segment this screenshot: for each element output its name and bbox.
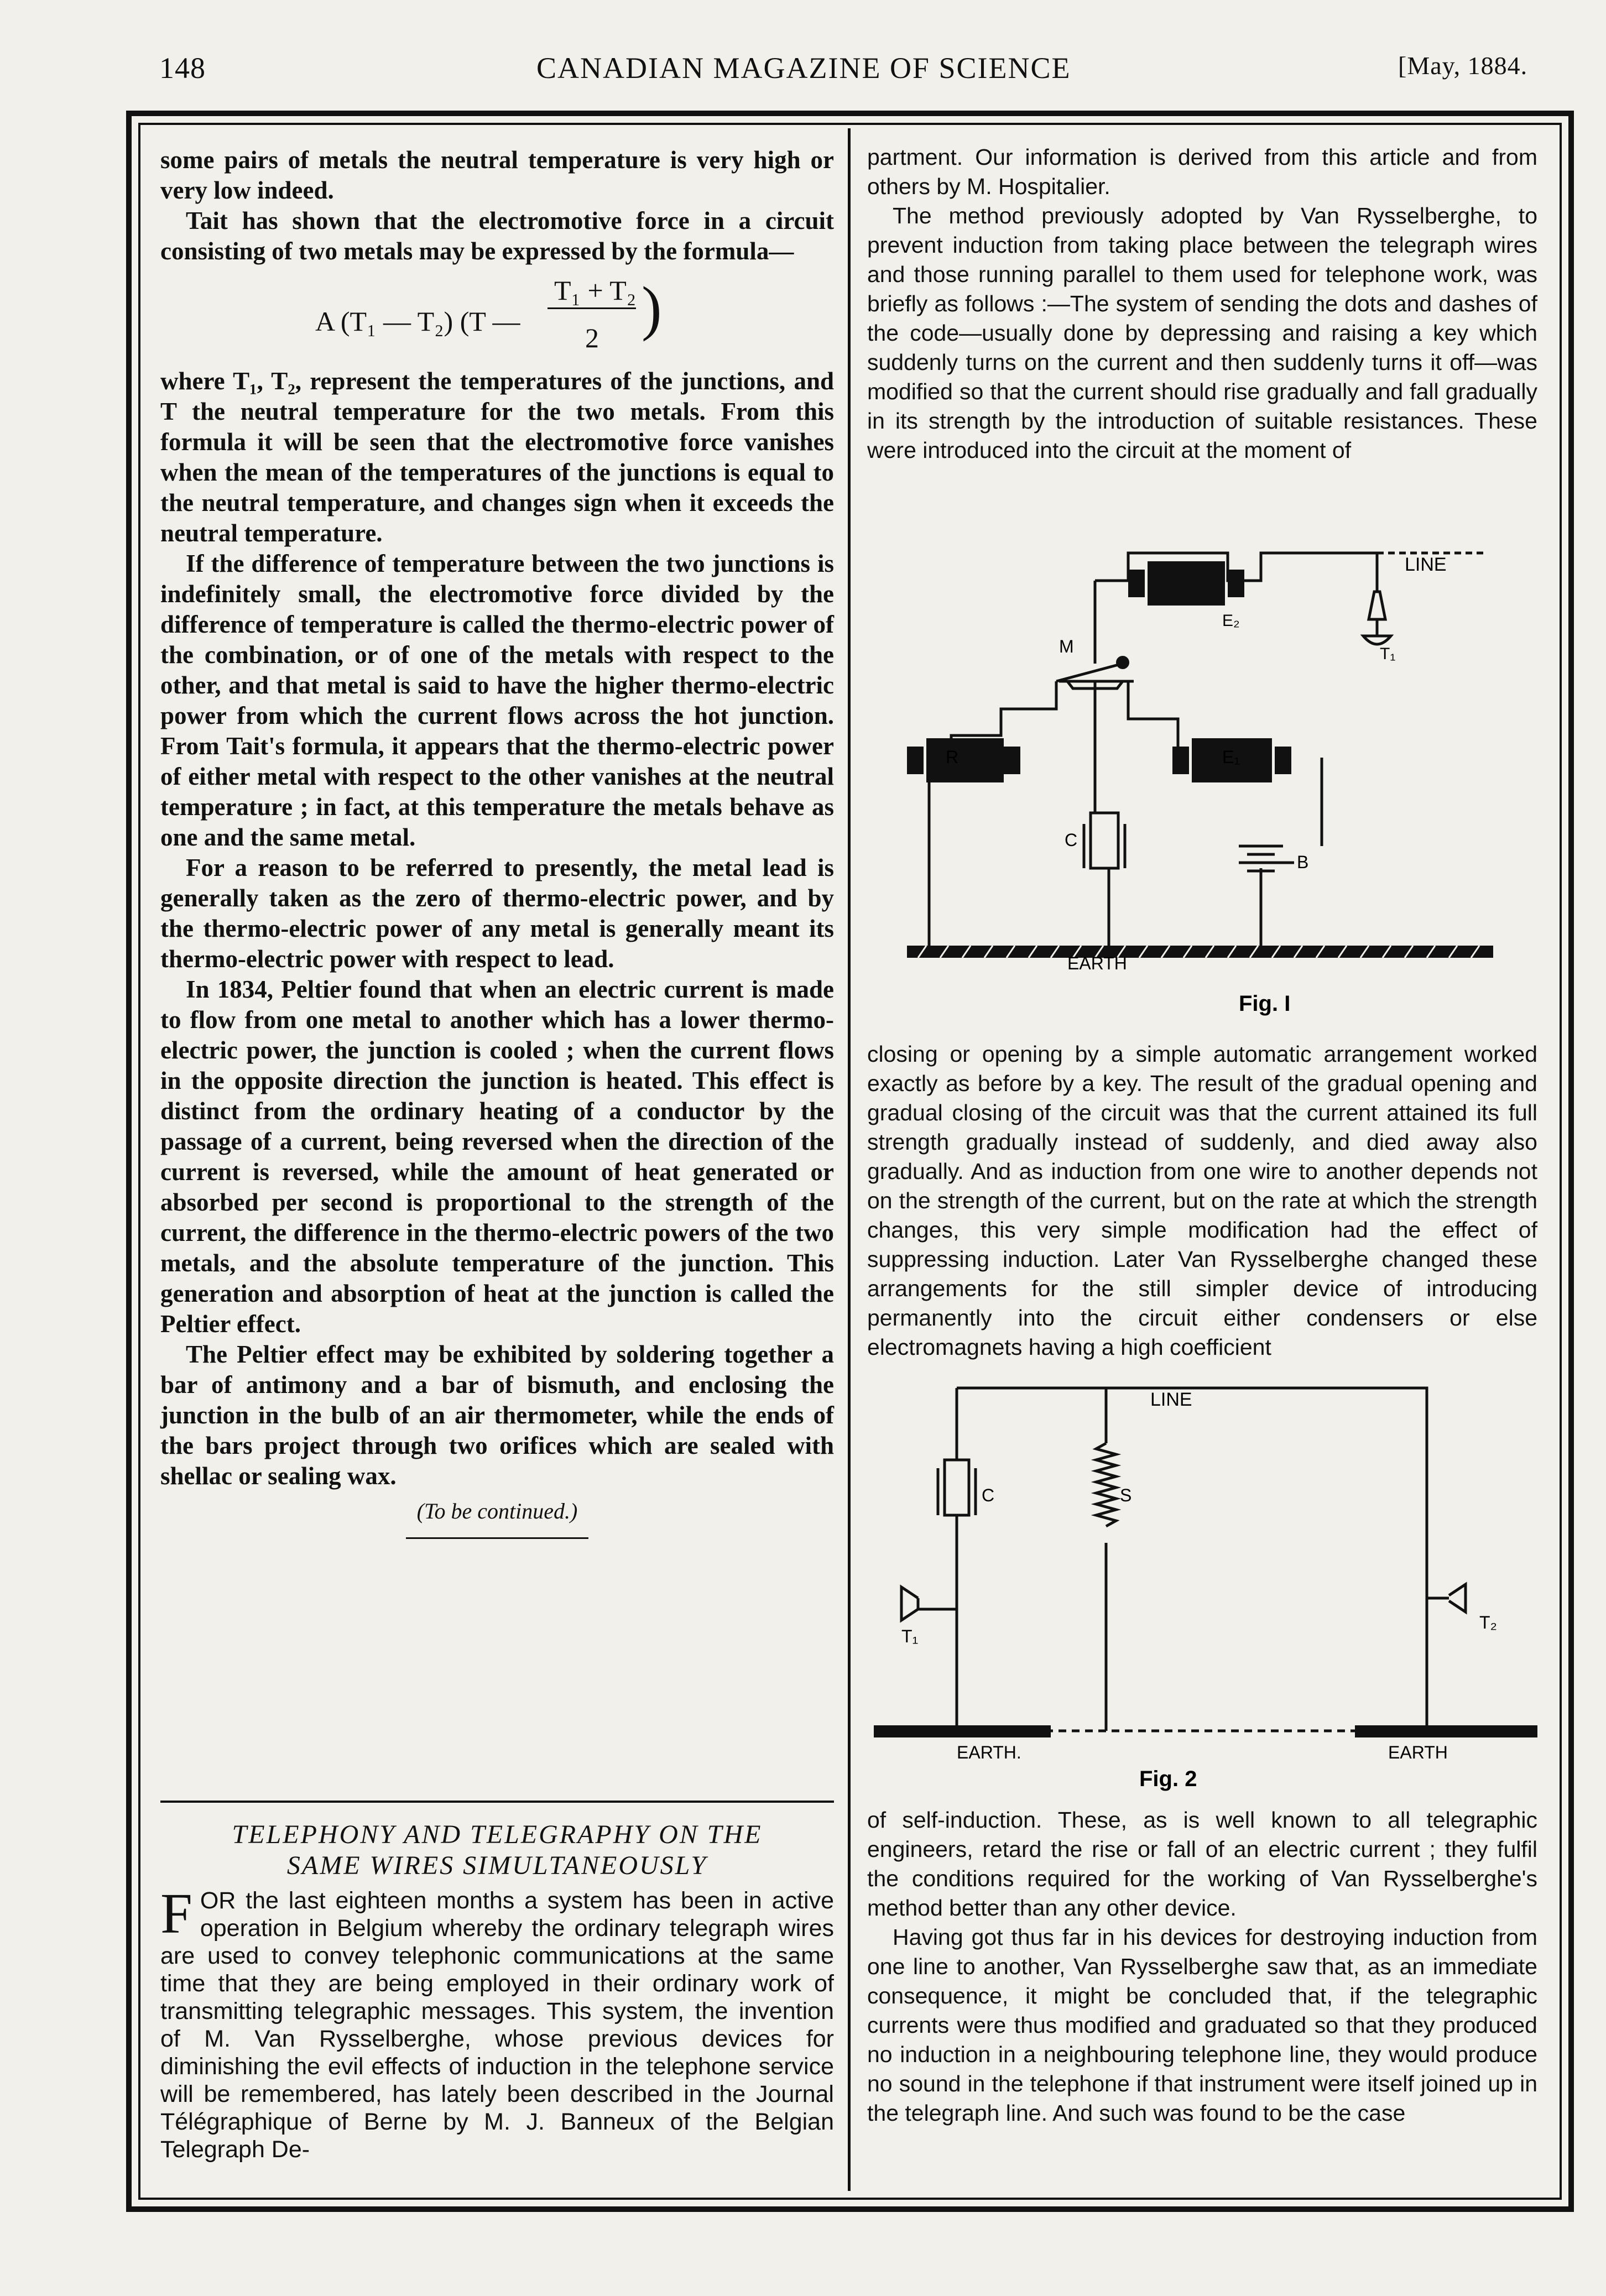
fig1-label-m: M [1059,636,1074,656]
formula-paren: ) [642,274,662,342]
fig1-label-c: C [1065,830,1078,850]
left-column [160,145,834,1539]
paragraph: In 1834, Peltier found that when an electric current is made to flow from one metal to another which has a lower thermo-electric power, the junction is cooled ; when the current flows in the opposite direction the junction is heated. This effect is distinct from the ordinary heating of a conductor by the passage of a current, being reversed when the direction of the current is reversed, while the amount of heat generated or absorbed per second is proportional to the strength of the current, the difference in the thermo-electric powers of the two metals, and the absolute temperature of the junction. This generation and absorption of heat at the junction is called the Peltier effect. [160,975,834,1338]
issue-date: [May, 1884. [1398,51,1528,80]
article2-title-line1: TELEPHONY AND TELEGRAPHY ON THE [232,1820,763,1849]
paragraph: where T₁, T₂, represent the temperatures of the junctions, and T the neutral temperature for the two metals. From this formula it will be seen that the electromotive force vanishes when the mean of the temperatures of the junctions is equal to the neutral temperature, and changes sign when it exceeds the neutral temperature. [160,367,834,547]
fig1-label-t1: T₁ [1380,645,1396,663]
fig2-label-line: LINE [1150,1389,1192,1410]
right-column-bottom [867,1806,1537,2128]
fig1-label-e2: E₂ [1222,612,1240,630]
paragraph: of self-induction. These, as is well known to all telegraphic engineers, retard the rise or fall of an electric current ; they fulfil the conditions required for the working of Van Rysselberghe's method better than any other device. [867,1807,1537,1921]
article-separator [160,1801,834,1803]
paragraph: Having got thus far in his devices for destroying induction from one line to another, Van Rysselberghe saw that, as an immediate consequence, it might be concluded that, if the telegraphic currents were thus modified and graduated so that they produced no induction in a neighbouring telephone line, they would produce no sound in the telephone if that instrument were itself joined up in the telegraph line. And such was found to be the case [867,1924,1537,2126]
end-rule [406,1537,588,1539]
fig2-caption: Fig. 2 [1139,1767,1197,1791]
figure-1 [863,536,1548,1023]
formula [160,267,834,366]
fig2-label-t2: T₂ [1479,1613,1497,1632]
page-number: 148 [159,51,206,85]
right-column-mid [867,1040,1537,1362]
fig1-label-r: R [946,747,959,767]
paragraph: Tait has shown that the electromotive force in a circuit consisting of two metals may be expressed by the formula— [160,207,834,265]
drop-cap: F [160,1882,192,1945]
article2-body: OR the last eighteen months a system has been in active operation in Belgium whereby the ordinary telegraph wires are used to convey telephonic communications at the same time that they are being employed in their ordinary work of transmitting telegraphic messages. This system, the invention of M. Van Rysselberghe, whose previous devices for diminishing the evil effects of induction in the telephone service will be remembered, has lately been described in the Journal Télégraphique of Berne by M. J. Banneux of the Belgian Telegraph De- [160,1887,834,2163]
paragraph: The Peltier effect may be exhibited by soldering together a bar of antimony and a bar of bismuth, and enclosing the junction in the bulb of an air thermometer, while the ends of the bars project through two orifices which are sealed with shellac or sealing wax. [160,1340,834,1490]
paragraph: If the difference of temperature between the two junctions is indefinitely small, the electromotive force divided by the difference of temperature is called the thermo-electric power of the combination, or of one of the metals with respect to the other, and that metal is said to have the higher thermo-electric power from which the current flows across the hot junction. From Tait's formula, it appears that the thermo-electric power of either metal with respect to the other vanishes at the neutral temperature ; in fact, at this temperature the metals behave as one and the same metal. [160,550,834,851]
fig2-label-s: S [1120,1485,1132,1505]
paragraph: The method previously adopted by Van Rysselberghe, to prevent induction from taking place between the telegraph wires and those running parallel to them used for telephone work, was briefly as follows :—The system of sending the dots and dashes of the code—usually done by depressing and raising a key which suddenly turns on the current and then suddenly turns it off—was modified so that the current should rise gradually and fall gradually in its strength by the introduction of suitable resistances. These were introduced into the circuit at the moment of [867,203,1537,463]
column-divider [848,128,851,2191]
fig1-label-e1: E₁ [1222,747,1240,767]
article2 [160,1819,834,2163]
formula-fraction-bar [548,307,636,309]
fig1-label-b: B [1297,852,1309,872]
fig1-label-earth: EARTH [1067,953,1127,973]
figure-2 [863,1377,1548,1797]
continued-note: (To be continued.) [416,1499,578,1523]
formula-prefix: A (T₁ — T₂) (T — [315,306,520,337]
paragraph: some pairs of metals the neutral temperature is very high or very low indeed. [160,146,834,204]
journal-title: CANADIAN MAGAZINE OF SCIENCE [536,51,1071,85]
formula-denominator: 2 [585,322,599,353]
fig2-label-c: C [982,1485,995,1505]
paragraph: For a reason to be referred to presently, the metal lead is generally taken as the zero of thermo-electric power, and by the thermo-electric power of any metal is generally meant its thermo-electric power with respect to lead. [160,854,834,973]
paragraph: partment. Our information is derived from this article and from others by M. Hospitalier. [867,144,1537,199]
paragraph: closing or opening by a simple automatic arrangement worked exactly as before by a key. The result of the gradual opening and gradual closing of the circuit was that the current attained its full strength gradually instead of suddenly, and died away also gradually. And as induction from one wire to another depends not on the strength of the current, but on the rate at which the strength changes, this very simple modification had the effect of suppressing induction. Later Van Rysselberghe changed these arrangements for the still simpler device of introducing permanently into the circuit either condensers or else electromagnets having a high coefficient [867,1041,1537,1360]
article2-title-line2: SAME WIRES SIMULTANEOUSLY [286,1851,708,1880]
fig1-caption: Fig. I [1239,992,1291,1016]
fig2-label-earth-right: EARTH [1388,1742,1448,1762]
right-column-top [867,143,1537,465]
fig2-label-earth-left: EARTH. [957,1742,1021,1762]
formula-numerator: T₁ + T₂ [554,275,637,306]
fig1-label-line: LINE [1405,554,1447,575]
fig2-label-t1: T₁ [901,1626,919,1646]
